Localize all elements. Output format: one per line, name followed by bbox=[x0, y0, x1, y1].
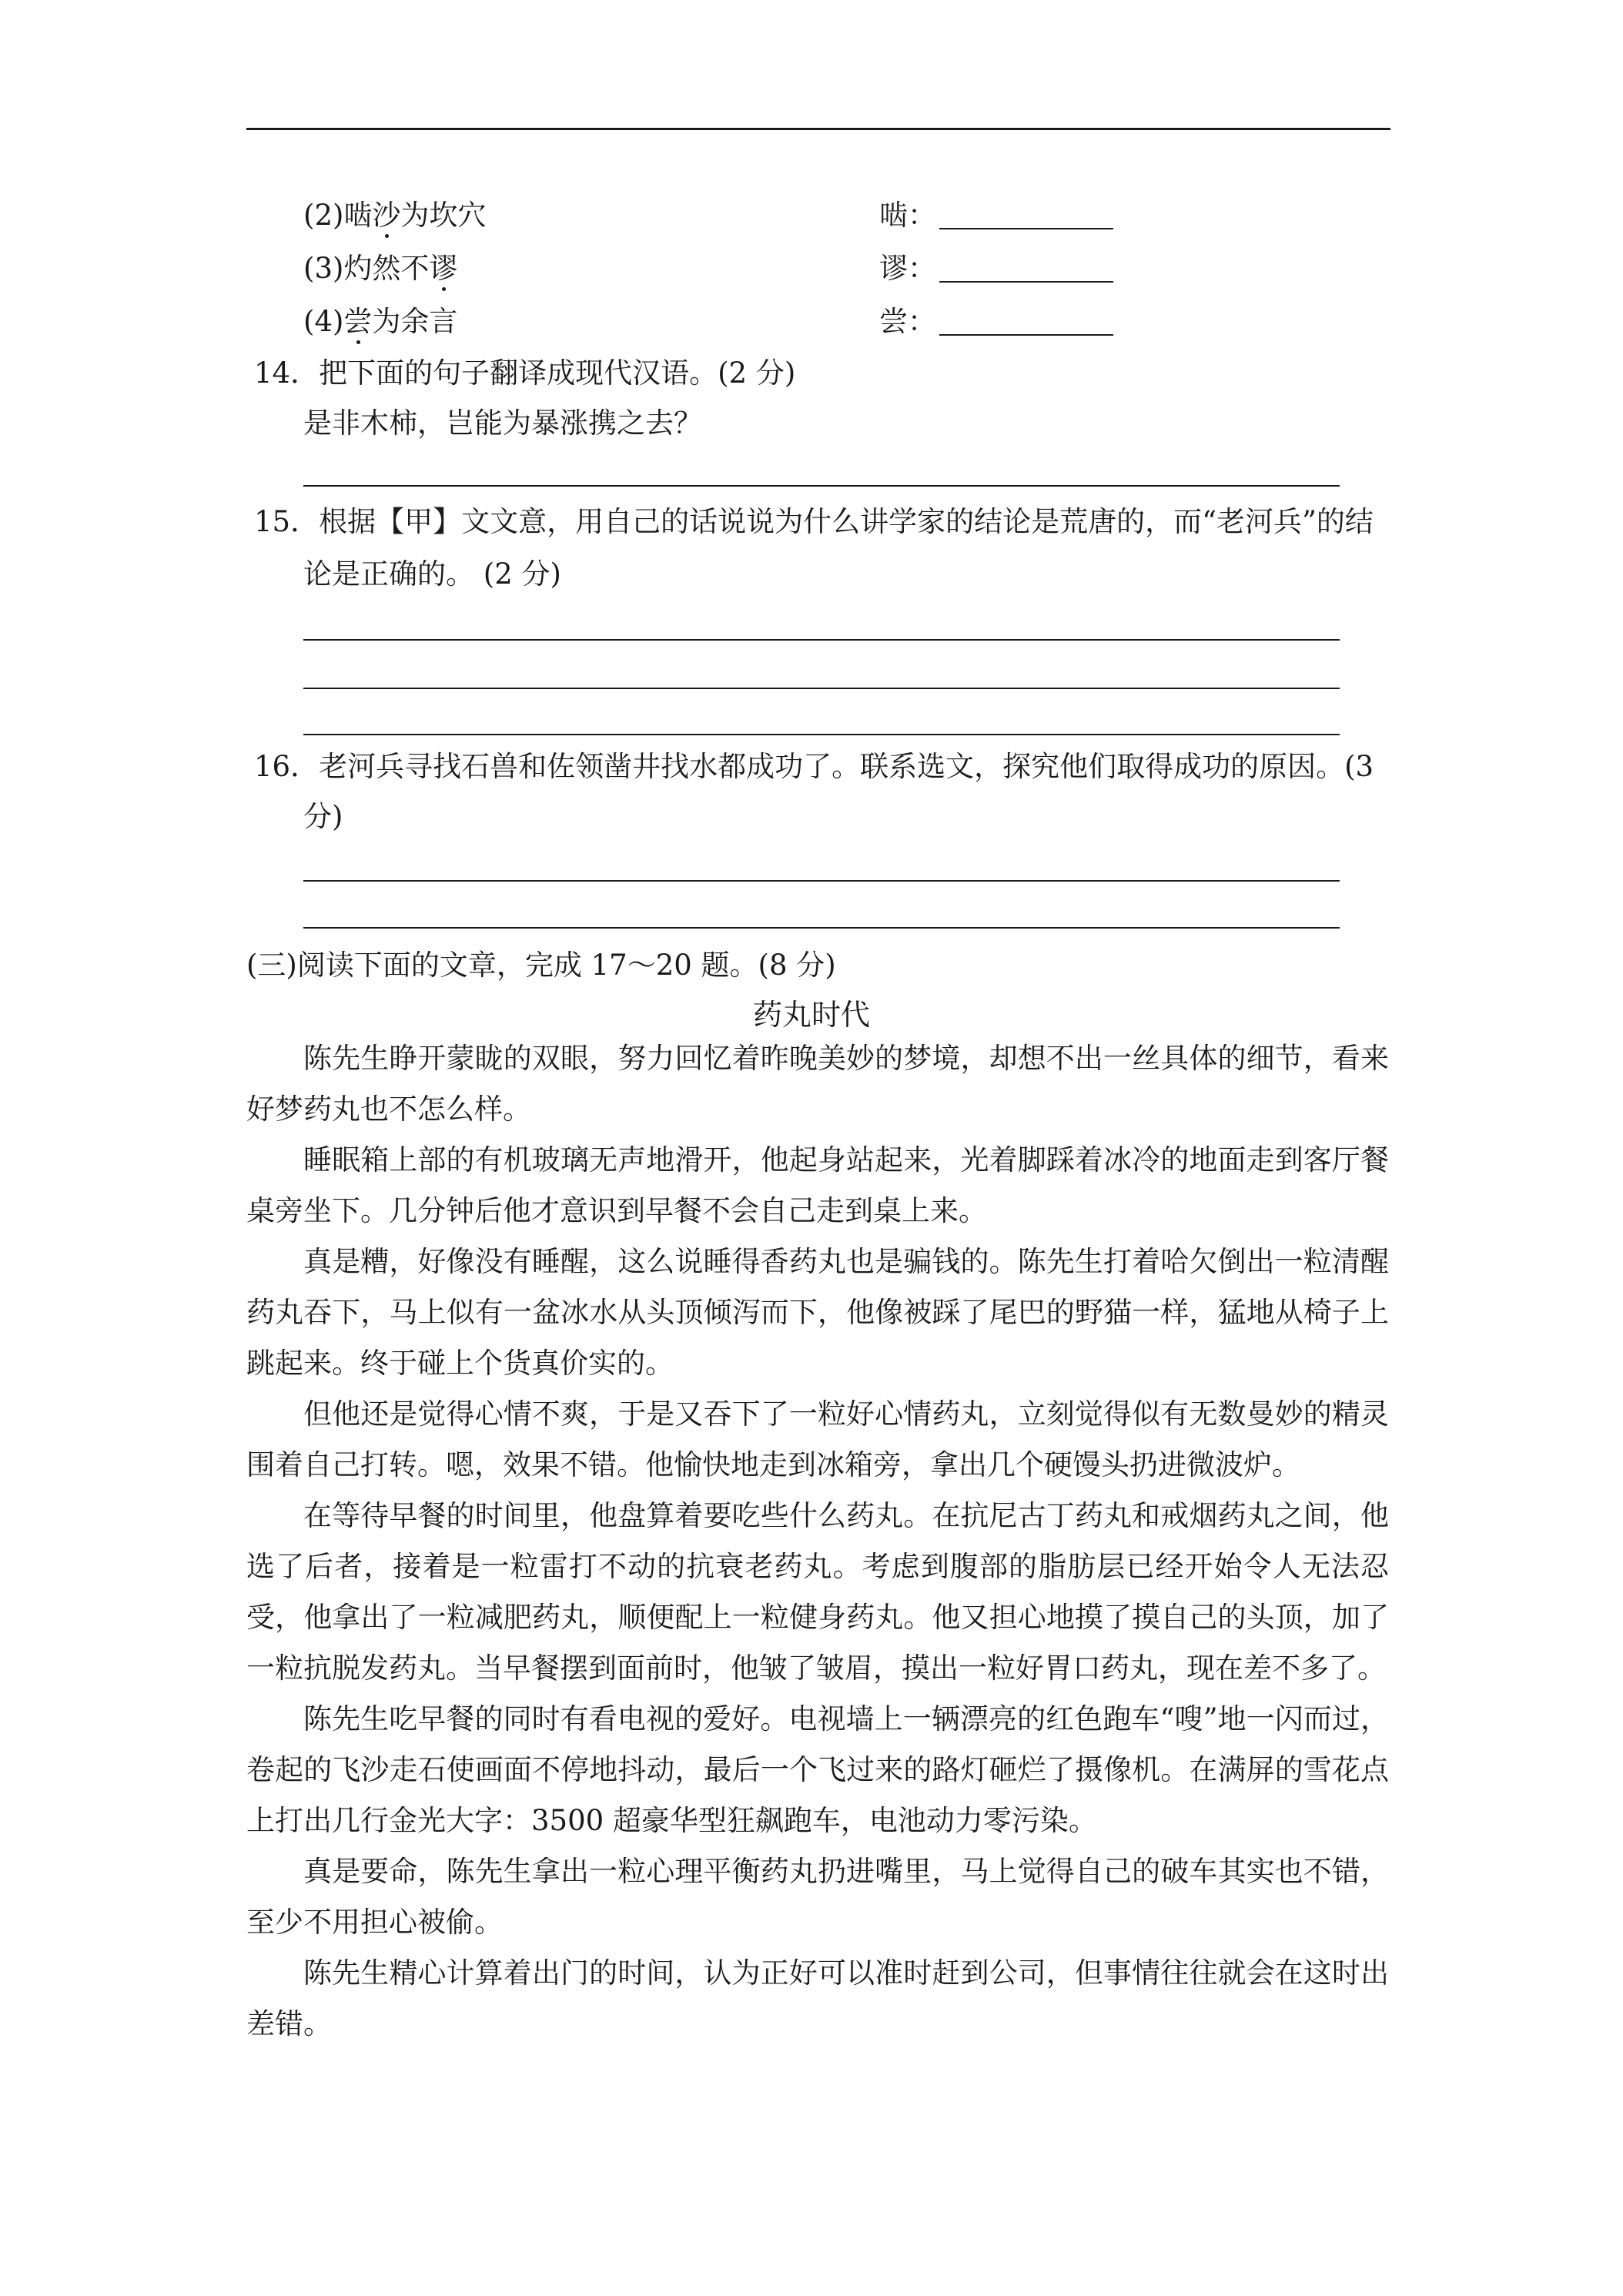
question-15-line2: 论是正确的。 (2 分) bbox=[303, 557, 561, 591]
story-paragraph: 但他还是觉得心情不爽，于是又吞下了一粒好心情药丸，立刻觉得似有无数曼妙的精灵围着自己打转。嗯，效果不错。他愉快地走到冰箱旁，拿出几个硬馒头扔进微波炉。 bbox=[246, 1397, 1389, 1481]
vocab-char: 啮 bbox=[343, 199, 373, 232]
question-16-line1: 16．老河兵寻找石兽和佐领凿井找水都成功了。联系选文，探究他们取得成功的原因。(3 bbox=[254, 750, 1374, 783]
answer-blank[interactable] bbox=[939, 255, 1113, 283]
vocab-char: 为 bbox=[372, 305, 401, 338]
question-15-line1: 15．根据【甲】文文意，用自己的话说说为什么讲学家的结论是荒唐的，而“老河兵”的结 bbox=[254, 505, 1374, 538]
answer-blank[interactable] bbox=[939, 202, 1113, 229]
header-rule bbox=[246, 128, 1390, 130]
vocab-char: ( bbox=[303, 305, 315, 338]
vocab-char: 不 bbox=[400, 252, 430, 285]
story-paragraph: 陈先生睁开蒙眬的双眼，努力回忆着昨晚美妙的梦境，却想不出一丝具体的细节，看来好梦药丸也不怎么样。 bbox=[246, 1042, 1389, 1126]
answer-line[interactable] bbox=[303, 880, 1340, 882]
question-14-sentence: 是非木柿，岂能为暴涨携之去？ bbox=[303, 407, 702, 440]
vocab-key-label: 尝： bbox=[879, 305, 936, 338]
vocab-item bbox=[303, 250, 457, 287]
story-paragraph: 真是糟，好像没有睡醒，这么说睡得香药丸也是骗钱的。陈先生打着哈欠倒出一粒清醒药丸吞下，马上似有一盆冰水从头顶倾泻而下，他像被踩了尾巴的野猫一样，猛地从椅子上跳起来。终于碰上个货真价实的。 bbox=[246, 1245, 1389, 1380]
vocab-char: ) bbox=[332, 252, 344, 285]
vocab-answer bbox=[879, 303, 1113, 340]
question-16-line2: 分) bbox=[303, 800, 343, 833]
vocab-char: 3 bbox=[314, 252, 333, 285]
answer-blank[interactable] bbox=[939, 308, 1113, 336]
story-title: 药丸时代 bbox=[752, 998, 870, 1032]
vocab-char: 言 bbox=[429, 305, 458, 338]
story-paragraph: 陈先生精心计算着出门的时间，认为正好可以准时赶到公司，但事情往往就会在这时出差错。 bbox=[246, 1956, 1389, 2040]
vocab-char: 坎 bbox=[429, 199, 458, 232]
emphasis-char: 沙 bbox=[372, 199, 401, 232]
vocab-char: ( bbox=[303, 252, 315, 285]
vocab-char: 然 bbox=[372, 252, 401, 285]
question-14-stem: 14．把下面的句子翻译成现代汉语。(2 分) bbox=[254, 356, 796, 390]
story-paragraph: 真是要命，陈先生拿出一粒心理平衡药丸扔进嘴里，马上觉得自己的破车其实也不错，至少不用担心被偷。 bbox=[246, 1855, 1389, 1939]
answer-line[interactable] bbox=[303, 639, 1340, 641]
vocab-item bbox=[303, 197, 486, 234]
answer-line[interactable] bbox=[303, 485, 1340, 487]
section-3-intro: (三)阅读下面的文章，完成 17～20 题。(8 分) bbox=[246, 949, 836, 982]
answer-line[interactable] bbox=[303, 688, 1340, 689]
vocab-answer bbox=[879, 250, 1113, 287]
story-paragraph: 陈先生吃早餐的同时有看电视的爱好。电视墙上一辆漂亮的红色跑车“嗖”地一闪而过，卷起的飞沙走石使画面不停地抖动，最后一个飞过来的路灯砸烂了摄像机。在满屏的雪花点上打出几行金光大字：3500 超豪华型狂飙跑车，电池动力零污染。 bbox=[246, 1702, 1389, 1837]
emphasis-char: 谬 bbox=[429, 252, 458, 285]
vocab-char: 为 bbox=[400, 199, 430, 232]
answer-line[interactable] bbox=[303, 734, 1340, 735]
vocab-char: 2 bbox=[314, 199, 333, 232]
vocab-answer bbox=[879, 197, 1113, 234]
vocab-key-label: 啮： bbox=[879, 199, 936, 232]
story-paragraph: 睡眠箱上部的有机玻璃无声地滑开，他起身站起来，光着脚踩着冰冷的地面走到客厅餐桌旁坐下。几分钟后他才意识到早餐不会自己走到桌上来。 bbox=[246, 1143, 1389, 1227]
vocab-item bbox=[303, 303, 457, 340]
vocab-key-label: 谬： bbox=[879, 252, 936, 285]
vocab-char: 灼 bbox=[343, 252, 373, 285]
vocab-char: ) bbox=[332, 305, 344, 338]
vocab-char: ( bbox=[303, 199, 315, 232]
story-paragraph: 在等待早餐的时间里，他盘算着要吃些什么药丸。在抗尼古丁药丸和戒烟药丸之间，他选了后者，接着是一粒雷打不动的抗衰老药丸。考虑到腹部的脂肪层已经开始令人无法忍受，他拿出了一粒减肥药丸，顺便配上一粒健身药丸。他又担心地摸了摸自己的头顶，加了一粒抗脱发药丸。当早餐摆到面前时，他皱了皱眉，摸出一粒好胃口药丸，现在差不多了。 bbox=[246, 1499, 1389, 1685]
answer-line[interactable] bbox=[303, 927, 1340, 929]
vocab-char: 4 bbox=[314, 305, 333, 338]
vocab-char: 穴 bbox=[457, 199, 487, 232]
emphasis-char: 尝 bbox=[343, 305, 373, 338]
vocab-char: ) bbox=[332, 199, 344, 232]
vocab-char: 余 bbox=[400, 305, 430, 338]
